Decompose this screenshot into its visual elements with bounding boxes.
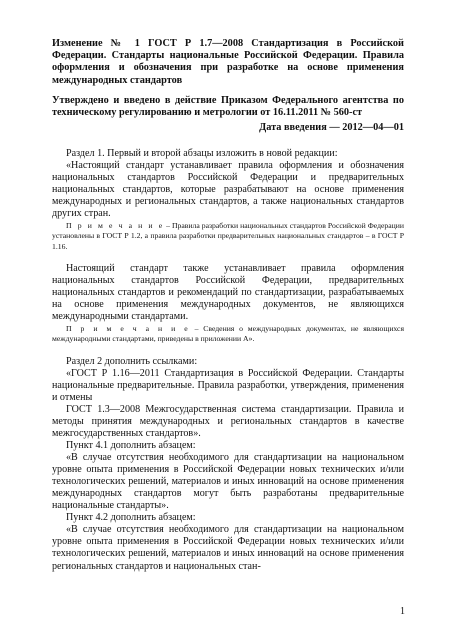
note-2-text: – Сведения о международных документах, не являющихся международными стандартами, приведены в приложении А».: [52, 323, 405, 344]
note-1-label: П р и м е ч а н и е: [66, 220, 165, 230]
note-2-label: П р и м е ч а н и е: [66, 323, 190, 333]
paragraph-clause-4-1-text: «В случае отсутствия необходимого для стандартизации на национальном уровне опыта применения в Российской Федерации новых технических и/или технологических решений, материалов и иных инноваций на основе применения международных стандартов могут быть разработаны предварительные национальные стандарты».: [52, 452, 404, 512]
paragraph-scope-extra: Настоящий стандарт также устанавливает правила оформления национальных стандартов Российской Федерации, предварительных национальных стандартов и рекомендаций по стандартизации, разрабатываемых на основе применения международных документов, не являющихся международными стандартами.: [52, 263, 404, 323]
paragraph-section2: Раздел 2 дополнить ссылками:: [66, 355, 198, 367]
paragraph-ref-1: «ГОСТ Р 1.16—2011 Стандартизация в Российской Федерации. Стандарты национальные предварительные. Правила разработки, утверждения, применения и отмены: [52, 367, 404, 403]
paragraph-clause-4-2: Пункт 4.2 дополнить абзацем:: [66, 512, 196, 524]
page-number: 1: [400, 606, 405, 617]
note-1-text: – Правила разработки национальных стандартов Российской Федерации установлены в ГОСТ Р 1.2, а правила разработки предварительных национальных стандартов – в ГОСТ Р 1.16.: [52, 220, 405, 251]
effective-date: Дата введения — 2012—04—01: [259, 122, 404, 134]
note-1: [52, 221, 404, 253]
paragraph-section1: Раздел 1. Первый и второй абзацы изложить в новой редакции:: [66, 148, 338, 160]
amendment-title: Изменение № 1 ГОСТ Р 1.7—2008 Стандартизация в Российской Федерации. Стандарты национальные Российской Федерации. Правила оформления и обозначения при разработке на основе применения международных стандартов: [52, 38, 404, 86]
paragraph-scope: «Настоящий стандарт устанавливает правила оформления и обозначения национальных стандартов Российской Федерации и предварительных национальных стандартов, которые разрабатывают на основе применения международных и региональных стандартов, а также национальных стандартов других стран.: [52, 160, 404, 220]
document-page: [52, 38, 404, 573]
paragraph-clause-4-2-text: «В случае отсутствия необходимого для стандартизации на национальном уровне опыта применения в Российской Федерации новых технических и/или технологических решений, материалов и иных инноваций на основе применения региональных стандартов и национальных стан-: [52, 524, 404, 572]
approval-statement: Утверждено и введено в действие Приказом Федерального агентства по техническому регулированию и метрологии от 16.11.2011 № 560-ст: [52, 94, 404, 119]
paragraph-ref-2: ГОСТ 1.3—2008 Межгосударственная система стандартизации. Правила и методы принятия международных и региональных стандартов в качестве межгосударственных стандартов».: [52, 403, 404, 439]
paragraph-clause-4-1: Пункт 4.1 дополнить абзацем:: [66, 440, 196, 452]
note-2: [52, 324, 404, 345]
